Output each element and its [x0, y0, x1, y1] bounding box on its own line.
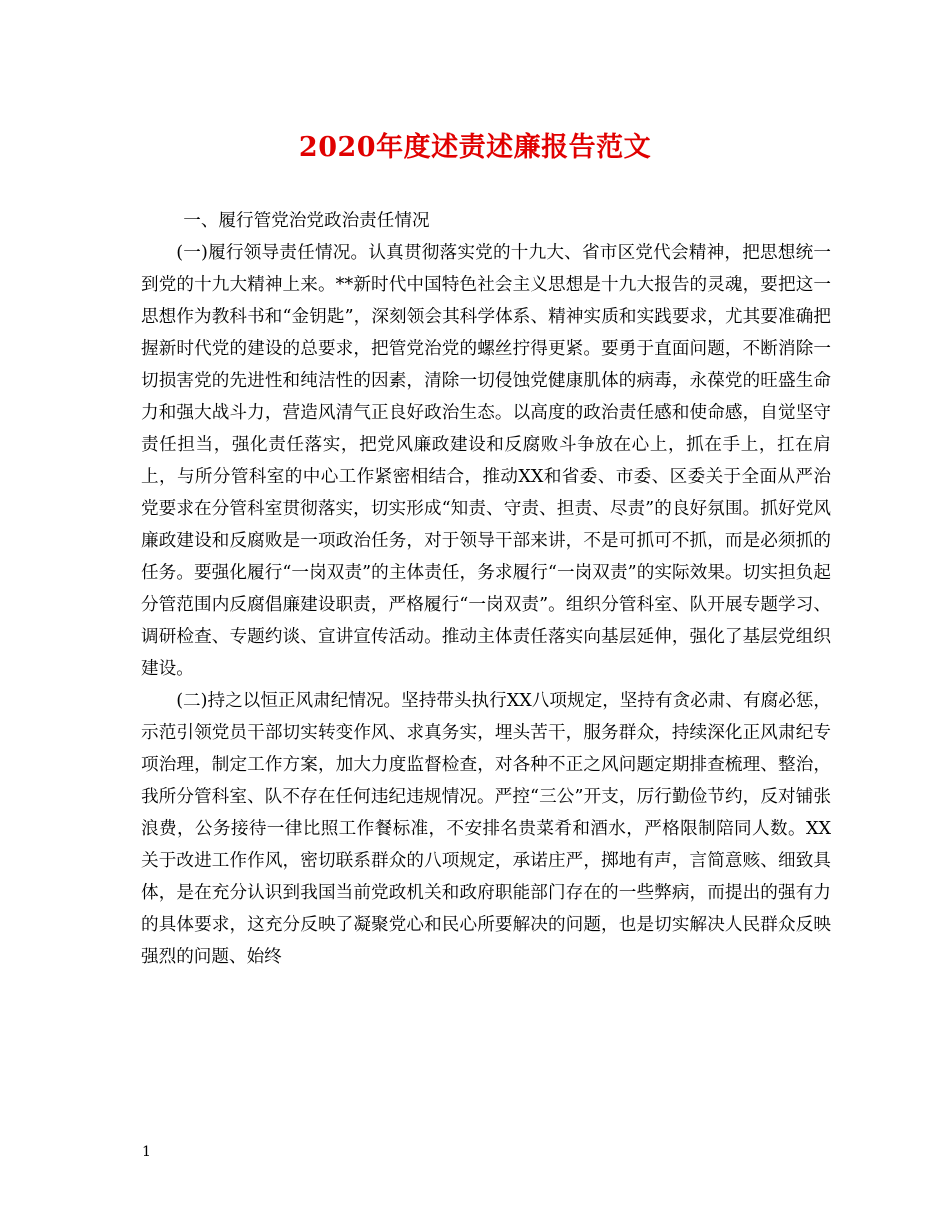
paragraph-1: (一)履行领导责任情况。认真贯彻落实党的十九大、省市区党代会精神，把思想统一到党的十九大精神上来。**新时代中国特色社会主义思想是十九大报告的灵魂，要把这一思想作为教科书和“金钥匙”，深刻领会其科学体系、精神实质和实践要求，尤其要准确把握新时代党的建设的总要求，把管党治党的螺丝拧得更紧。要勇于直面问题，不断消除一切损害党的先进性和纯洁性的因素，清除一切侵蚀党健康肌体的病毒，永葆党的旺盛生命力和强大战斗力，营造风清气正良好政治生态。以高度的政治责任感和使命感，自觉坚守责任担当，强化责任落实，把党风廉政建设和反腐败斗争放在心上，抓在手上，扛在肩上，与所分管科室的中心工作紧密相结合，推动XX和省委、市委、区委关于全面从严治党要求在分管科室贯彻落实，切实形成“知责、守责、担责、尽责”的良好氛围。抓好党风廉政建设和反腐败是一项政治任务，对于领导干部来讲，不是可抓可不抓，而是必须抓的任务。要强化履行“一岗双责”的主体责任，务求履行“一岗双责”的实际效果。切实担负起分管范围内反腐倡廉建设职责，严格履行“一岗双责”。组织分管科室、队开展专题学习、调研检查、专题约谈、宣讲宣传活动。推动主体责任落实向基层延伸，强化了基层党组织建设。: [141, 243, 831, 679]
document-title: 2020年度述责述廉报告范文: [298, 132, 652, 163]
page-number: 1: [142, 1144, 151, 1160]
paragraph-2: (二)持之以恒正风肃纪情况。坚持带头执行XX八项规定，坚持有贪必肃、有腐必惩，示范引领党员干部切实转变作风、求真务实，埋头苦干，服务群众，持续深化正风肃纪专项治理，制定工作方案，加大力度监督检查，对各种不正之风问题定期排查梳理、整治，我所分管科室、队不存在任何违纪违规情况。严控“三公”开支，厉行勤俭节约，反对铺张浪费，公务接待一律比照工作餐标准，不安排名贵菜肴和酒水，严格限制陪同人数。XX关于改进工作作风，密切联系群众的八项规定，承诺庄严，掷地有声，言简意赅、细致具体，是在充分认识到我国当前党政机关和政府职能部门存在的一些弊病，而提出的强有力的具体要求，这充分反映了凝聚党心和民心所要解决的问题，也是切实解决人民群众反映强烈的问题、始终: [141, 691, 831, 967]
section-heading: 一、履行管党治党政治责任情况: [183, 211, 430, 231]
document-body: [141, 205, 831, 973]
